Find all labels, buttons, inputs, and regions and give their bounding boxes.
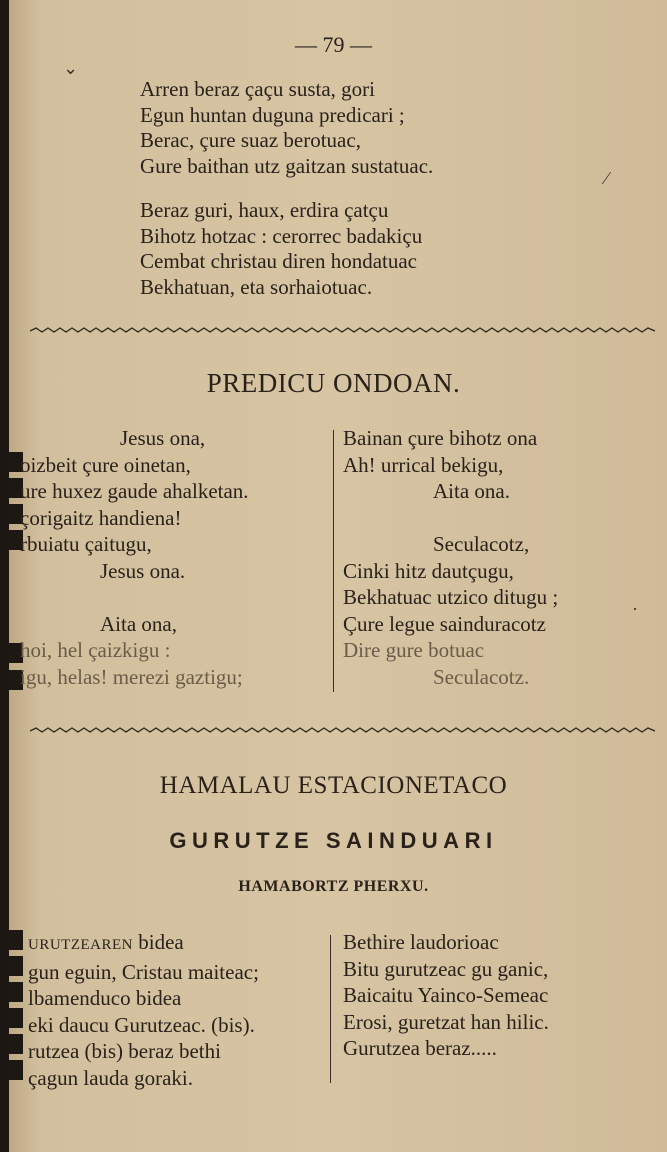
column-rule — [330, 935, 331, 1083]
verse-line: ure huxez gaude ahalketan. — [20, 479, 249, 503]
verse-line — [28, 929, 259, 959]
section-title-estacionetaco: HAMALAU ESTACIONETACO — [159, 772, 508, 799]
verse-line: Seculacotz. — [433, 664, 530, 689]
verse-line: Berac, çure suaz berotuac, — [140, 128, 361, 152]
verse-line: Seculacotz, — [433, 532, 530, 556]
verse-line: Bekhatuan, eta sorhaiotuac. — [140, 274, 373, 299]
verse-line: Gure baithan utz gaitzan sustatuac. — [140, 153, 434, 178]
spine-cap — [9, 930, 23, 950]
book-spine — [0, 0, 9, 1152]
verse-line: igu, helas! merezi gaztigu; — [20, 664, 243, 689]
verse-line: çorigaitz handiena! — [20, 505, 182, 530]
verse-line-rest: bidea — [133, 930, 184, 954]
verse-line: Aita ona. — [433, 479, 510, 503]
tune-indication: HAMABORTZ PHERXU. — [238, 878, 429, 895]
verse-line: hoi, hel çaizkigu : — [20, 638, 171, 662]
section-subtitle-gurutze: GURUTZE SAINDUARI — [169, 828, 498, 853]
ink-mark: ⁄ — [605, 168, 609, 188]
verse-line: Baicaitu Yainco-Semeac — [343, 983, 549, 1007]
verse-line: lbamenduco bidea — [28, 986, 182, 1010]
spine-cap — [9, 1008, 23, 1028]
section1-right-column — [343, 425, 558, 690]
stanza-1 — [140, 77, 433, 179]
verse-line: rutzea (bis) beraz bethi — [28, 1039, 221, 1063]
verse-line: Erosi, guretzat han hilic. — [343, 1009, 549, 1034]
verse-line: Egun huntan duguna predicari ; — [140, 102, 405, 127]
ornamental-divider — [30, 326, 655, 334]
verse-line: Bekhatuac utzico ditugu ; — [343, 585, 559, 609]
ink-mark: ⌄ — [63, 58, 79, 78]
section-title-predicu: PREDICU ONDOAN. — [206, 368, 461, 398]
verse-line: Çure legue sainduracotz — [343, 611, 546, 636]
verse-line: Aita ona, — [100, 611, 177, 636]
verse-line: Jesus ona. — [100, 558, 186, 583]
spine-cap — [9, 982, 23, 1002]
spine-cap — [9, 956, 23, 976]
section2-right-column — [343, 929, 549, 1062]
verse-line: Bihotz hotzac : cerorrec badakiçu — [140, 223, 423, 248]
section2-left-column — [28, 929, 259, 1091]
verse-line: Cinki hitz dautçugu, — [343, 558, 514, 583]
column-rule — [333, 430, 334, 692]
verse-line: Bethire laudorioac — [343, 930, 499, 954]
verse-line: Beraz guri, haux, erdira çatçu — [140, 198, 389, 222]
verse-line: Cembat christau diren hondatuac — [140, 249, 417, 273]
verse-line: Bainan çure bihotz ona — [343, 426, 538, 450]
verse-line — [343, 505, 558, 532]
verse-line: oizbeit çure oinetan, — [20, 452, 191, 477]
verse-line: Bitu gurutzeac gu ganic, — [343, 956, 549, 981]
verse-line: gun eguin, Cristau maiteac; — [28, 959, 259, 984]
verse-line — [20, 584, 320, 611]
initial-word-smallcaps: URUTZEAREN — [28, 937, 133, 953]
spine-cap — [9, 1034, 23, 1054]
page-number: — 79 — — [295, 32, 372, 57]
verse-line: Arren beraz çaçu susta, gori — [140, 77, 375, 101]
verse-line: Ah! urrical bekigu, — [343, 452, 504, 477]
ornamental-divider — [30, 726, 655, 734]
ink-mark: · — [632, 599, 638, 619]
verse-line: çagun lauda goraki. — [28, 1065, 194, 1090]
verse-line: Dire gure botuac — [343, 638, 485, 662]
verse-line: rbuiatu çaitugu, — [20, 532, 152, 556]
section1-left-column — [20, 425, 320, 690]
spine-cap — [9, 1060, 23, 1080]
verse-line: Jesus ona, — [120, 426, 206, 450]
verse-line: eki daucu Gurutzeac. (bis). — [28, 1012, 255, 1037]
verse-line: Gurutzea beraz..... — [343, 1036, 497, 1060]
stanza-2 — [140, 198, 422, 300]
